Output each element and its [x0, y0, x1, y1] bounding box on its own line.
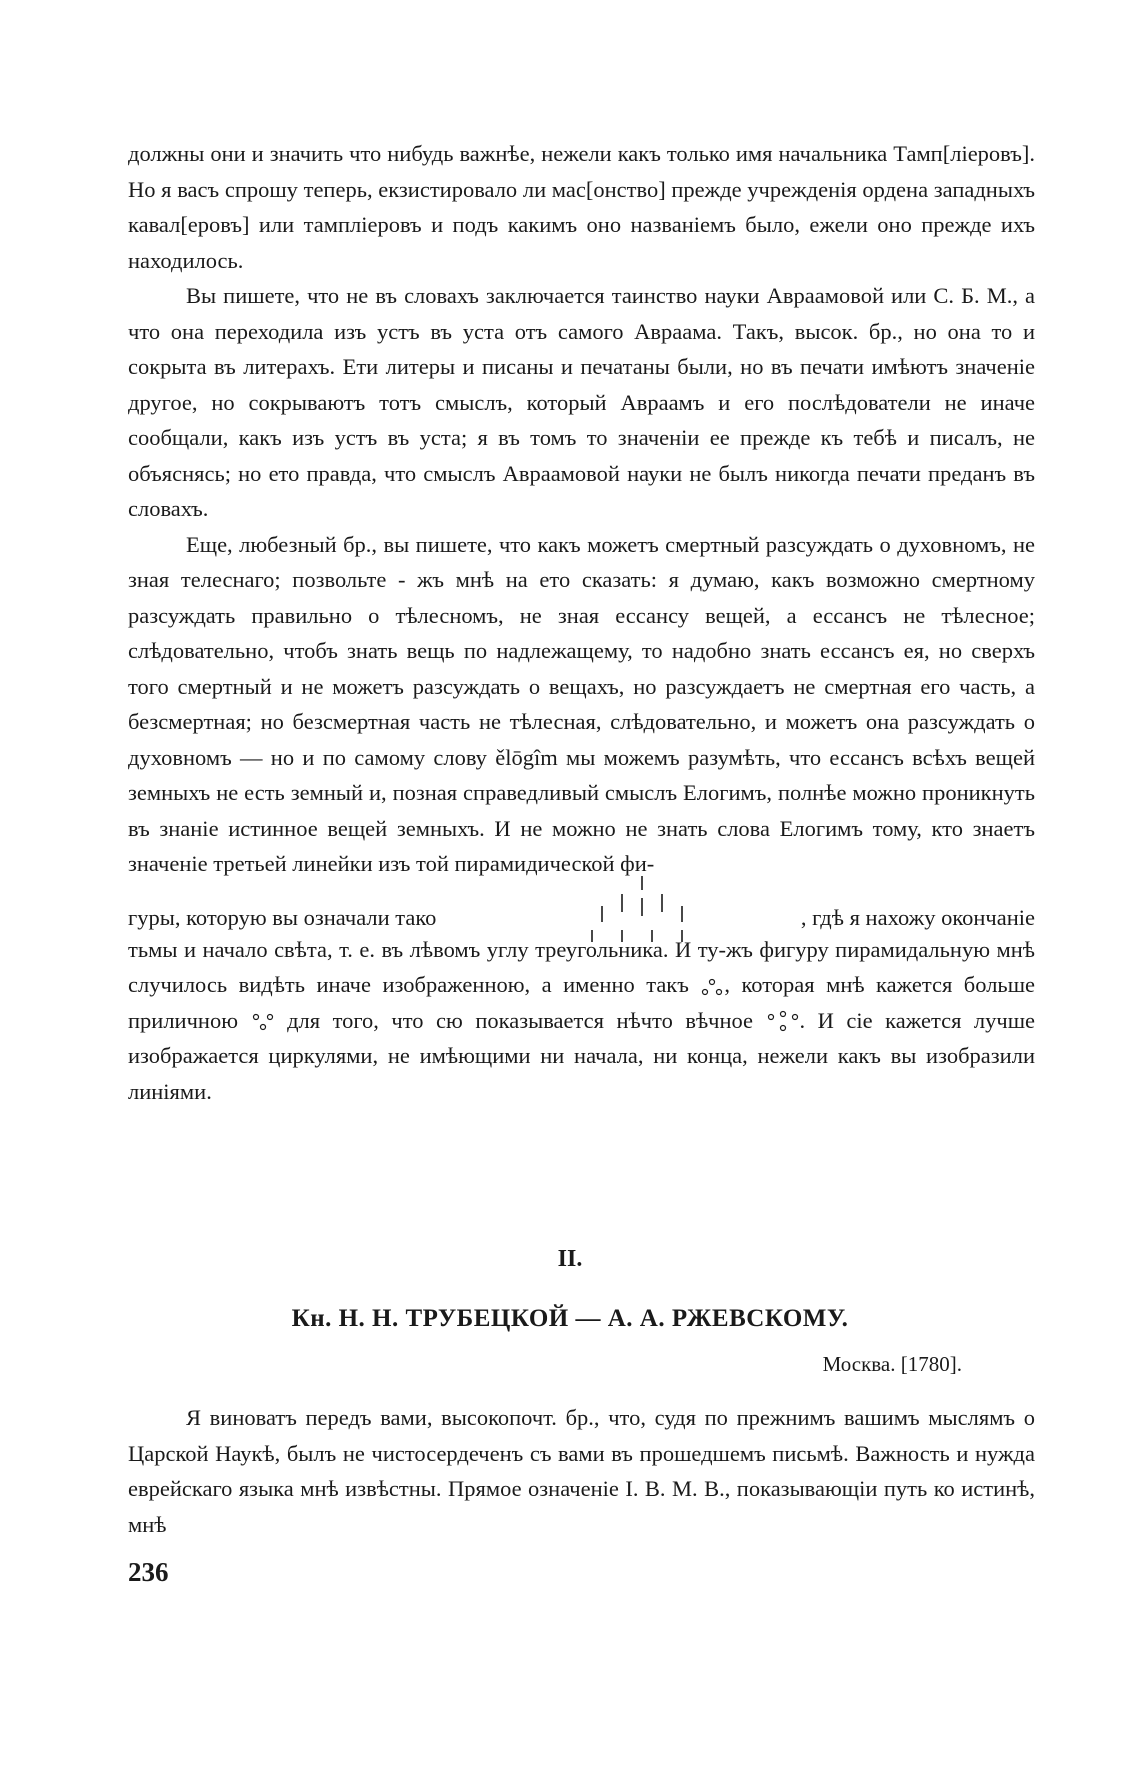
letter-paragraph-1: Я виноватъ передъ вами, высокопочт. бр., что, судя по прежнимъ вашимъ мыслямъ о Царской Наукѣ, былъ не чистосердеченъ съ вами въ прошедшемъ письмѣ. Важность и нужда еврейскаго языка мнѣ извѣстны. Прямое означенiе I. В. М. В., показывающiи путь ко истинѣ, мнѣ: [128, 1405, 1035, 1537]
paragraph-1: должны они и значить что нибудь важнѣе, нежели какъ только имя начальника Тамп[лiеровъ]. Но я васъ спрошу теперь, екзистировало ли мас[онство] прежде учрежденiя ордена западныхъ кавал[еровъ] или тамплiеровъ и подъ какимъ оно названiемъ было, ежели оно прежде ихъ находилось.: [128, 141, 1035, 273]
figure-line-right-text: , гдѣ я нахожу окончанiе: [800, 904, 1035, 930]
paragraph-2: Вы пишете, что не въ словахъ заключается таинство науки Авраамовой или С. Б. М., а что она переходила изъ устъ въ уста отъ самого Авраама. Такъ, высок. бр., но она то и сокрыта въ литерахъ. Ети литеры и писаны и печатаны были, но въ печати имѣютъ значенiе другое, но сокрываютъ тотъ смыслъ, который Авраамъ и его послѣдователи не иначе сообщали, какъ изъ устъ въ уста; я въ томъ то значенiи ее прежде къ тебѣ и писалъ, не объяснясь; но ето правда, что смыслъ Авраамовой науки не былъ никогда печати преданъ въ словахъ.: [128, 283, 1035, 521]
circles-figure-3: [766, 1010, 800, 1034]
pyramid-lines-figure: [588, 872, 698, 950]
circles-figure-1: [700, 976, 724, 998]
circles-figure-2: [251, 1011, 275, 1033]
figure-line: [128, 882, 1035, 932]
page-number: 236: [128, 1557, 169, 1587]
body-text-letter: [128, 1400, 1035, 1542]
text-span: для того, что сю показывается нѣчто вѣчное: [287, 1007, 754, 1033]
text-span: тьмы и начало свѣта, т. е. въ лѣвомъ углу треугольника. И ту-жъ фигуру пирамидальную мнѣ случилось видѣть иначе изображенною, а именно такъ: [128, 936, 1035, 997]
paragraph-3-continued: [128, 932, 1035, 1110]
place-date: Москва. [1780].: [822, 1352, 962, 1376]
section-number: II.: [557, 1246, 583, 1272]
figure-line-left-text: гуры, которую вы означали тако: [128, 904, 437, 930]
letter-heading: Кн. Н. Н. ТРУБЕЦКОЙ — А. А. РЖЕВСКОМУ.: [291, 1305, 849, 1332]
text-span: . И сiе кажется лучше изображается циркулями, не имѣющими ни начала, ни конца, нежели какъ вы изобразили линiями.: [128, 1007, 1036, 1104]
body-text-top: [128, 136, 1035, 1109]
text-span: , которая мнѣ кажется больше приличною: [128, 972, 1036, 1033]
paragraph-3: Еще, любезный бр., вы пишете, что какъ можетъ смертный разсуждать о духовномъ, не зная телеснаго; позвольте - жъ мнѣ на ето сказать: я думаю, какъ возможно смертному разсуждать правильно о тѣлесномъ, не зная ессансу вещей, а ессансъ не тѣлесное; слѣдовательно, чтобъ знать вещь по надлежащему, то надобно знать ессансъ ея, но сверхъ того смертный и не можетъ разсуждать о вещахъ, но разсуждаетъ не смертная его часть, а безсмертная; но безсмертная часть не тѣлесная, слѣдовательно, и можетъ она разсуждать о духовномъ — но и по самому слову ělōgîm мы можемъ разумѣть, что ессансъ всѣхъ вещей земныхъ не есть земный и, позная справедливый смыслъ Елогимъ, полнѣе можно проникнуть въ знанiе истинное вещей земныхъ. И не можно не знать слова Елогимъ тому, кто знаетъ значенiе третьей линейки изъ той пирамидической фи-: [128, 531, 1035, 876]
